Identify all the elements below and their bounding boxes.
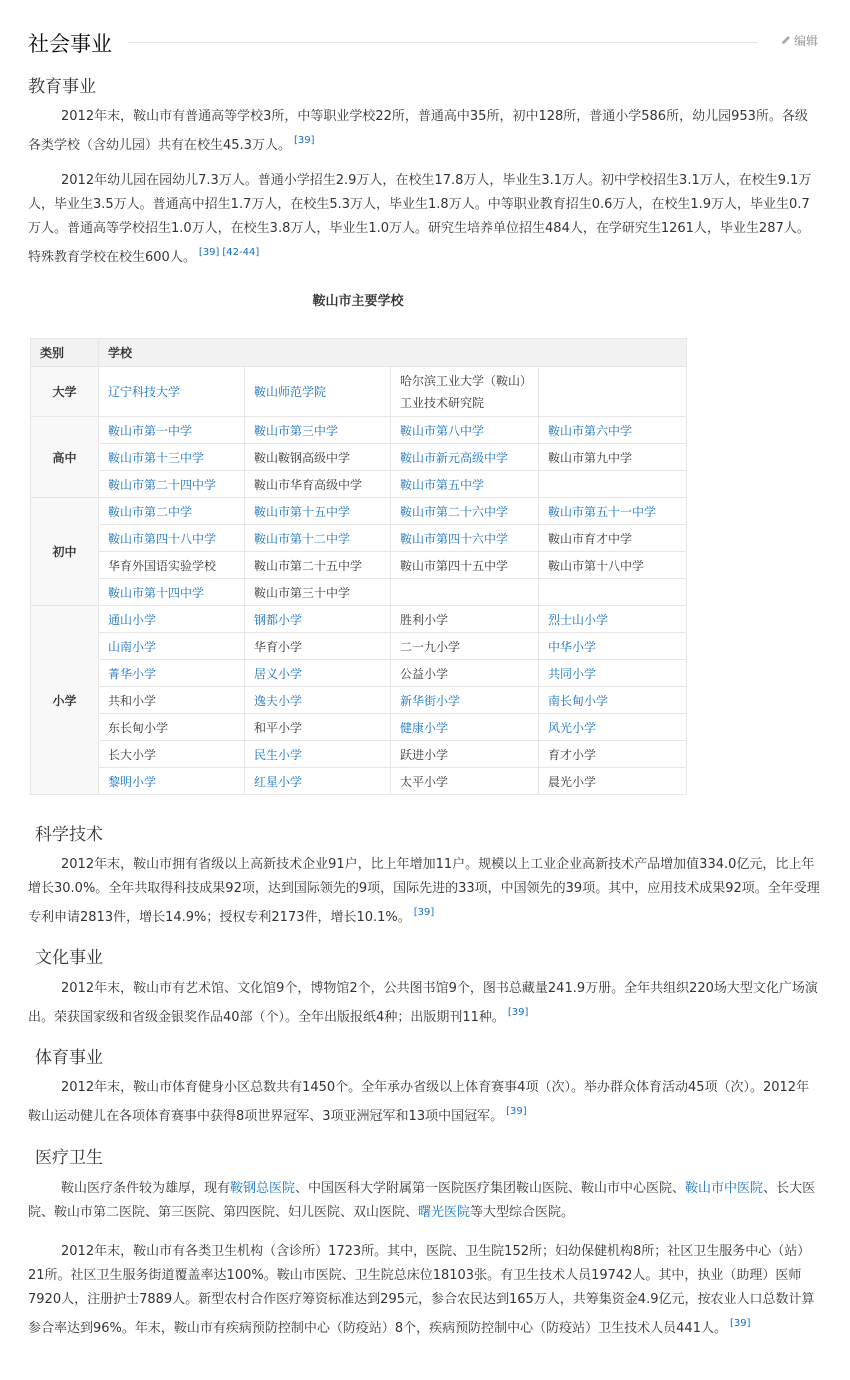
school-cell [245, 660, 391, 687]
school-cell [245, 471, 391, 498]
school-cell [391, 579, 539, 606]
medical-paragraph-2 [28, 1240, 820, 1341]
medical-text: 、中国医科大学附属第一医院医疗集团鞍山医院、鞍山市中心医院、 [295, 1181, 686, 1196]
table-header-category: 类别 [31, 339, 99, 367]
school-cell [245, 714, 391, 741]
school-cell [391, 687, 539, 714]
school-name: 鞍山市华育高级中学 [254, 477, 363, 492]
category-cell: 高中 [31, 417, 99, 498]
table-row [31, 444, 687, 471]
school-cell [99, 417, 245, 444]
heading-science: 科学技术 [35, 825, 103, 845]
school-cell [245, 606, 391, 633]
school-link[interactable]: 鞍山市第十四中学 [108, 585, 205, 600]
ref-link[interactable]: [39] [413, 907, 435, 918]
school-cell [99, 498, 245, 525]
school-cell [539, 660, 687, 687]
school-link[interactable]: 鞍山市第四十六中学 [400, 531, 509, 546]
school-link[interactable]: 鞍山市第十五中学 [254, 504, 351, 519]
hospital-link-shuguang[interactable]: 曙光医院 [418, 1205, 471, 1220]
school-link[interactable]: 烈士山小学 [548, 612, 609, 627]
school-cell [539, 687, 687, 714]
school-name: 鞍山市第十八中学 [548, 558, 645, 573]
school-cell [99, 444, 245, 471]
education-paragraph-2 [28, 169, 820, 270]
education-p2-text: 2012年幼儿园在园幼儿7.3万人。普通小学招生2.9万人，在校生17.8万人，毕业生3.1万人。初中学校招生3.1万人，在校生9.1万人，毕业生3.5万人。普通高中招生1.7万人，在校生5.3万人，毕业生1.8万人。中等职业教育招生0.6万人，在校生1.9万人，毕业生0.7万人。普通高等学校招生1.0万人，在校生3.8万人，毕业生1.0万人。研究生培养单位招生484人，在学研究生1261人，毕业生287人。特殊教育学校在校生600人。 [28, 173, 812, 265]
school-cell [99, 633, 245, 660]
school-link[interactable]: 鞍山市新元高级中学 [400, 450, 509, 465]
school-cell [539, 606, 687, 633]
school-cell [391, 633, 539, 660]
school-name: 太平小学 [400, 774, 449, 789]
school-cell [245, 579, 391, 606]
school-cell [539, 633, 687, 660]
science-text: 2012年末，鞍山市拥有省级以上高新技术企业91户，比上年增加11户。规模以上工业企业高新技术产品增加值334.0亿元，比上年增长30.0%。全年共取得科技成果92项，达到国际领先的9项，国际先进的33项，中国领先的39项。其中，应用技术成果92项。全年受理专利申请2813件，增长14.9%；授权专利2173件，增长10.1%。 [28, 857, 820, 925]
ref-link[interactable]: [39] [729, 1318, 751, 1329]
sports-text: 2012年末，鞍山市体育健身小区总数共有1450个。全年承办省级以上体育赛事4项（次）。举办群众体育活动45项（次）。2012年鞍山运动健儿在各项体育赛事中获得8项世界冠军、3项亚洲冠军和13项中国冠军。 [28, 1080, 810, 1124]
school-cell [391, 741, 539, 768]
school-name: 鞍山市育才中学 [548, 531, 633, 546]
school-cell [245, 552, 391, 579]
school-cell [539, 552, 687, 579]
school-cell [99, 741, 245, 768]
table-row [31, 471, 687, 498]
ref-link[interactable]: [39] [293, 135, 315, 146]
school-link[interactable]: 新华街小学 [400, 693, 461, 708]
pencil-icon [780, 34, 792, 46]
school-cell [391, 606, 539, 633]
school-link[interactable]: 鞍山市第二十四中学 [108, 477, 217, 492]
school-name: 跃进小学 [400, 747, 449, 762]
edit-link[interactable] [780, 32, 818, 49]
table-row [31, 633, 687, 660]
school-cell [539, 498, 687, 525]
school-link[interactable]: 红星小学 [254, 774, 303, 789]
school-name: 晨光小学 [548, 774, 597, 789]
school-cell [99, 471, 245, 498]
school-name: 共和小学 [108, 693, 157, 708]
school-cell [539, 471, 687, 498]
school-link[interactable]: 鞍山市第二中学 [108, 504, 193, 519]
school-link[interactable]: 鞍山市第五中学 [400, 477, 485, 492]
table-row [31, 579, 687, 606]
school-link[interactable]: 鞍山市第二十六中学 [400, 504, 509, 519]
school-cell [391, 525, 539, 552]
heading-culture: 文化事业 [35, 948, 103, 968]
school-cell [245, 417, 391, 444]
school-cell [99, 660, 245, 687]
school-name: 华育外国语实验学校 [108, 558, 217, 573]
school-link[interactable]: 鞍山市第十三中学 [108, 450, 205, 465]
school-cell [245, 741, 391, 768]
school-cell [99, 367, 245, 417]
school-cell [539, 367, 687, 417]
culture-text: 2012年末，鞍山市有艺术馆、文化馆9个，博物馆2个，公共图书馆9个，图书总藏量241.9万册。全年共组织220场大型文化广场演出。荣获国家级和省级金银奖作品40部（个）。全年出版报纸4种；出版期刊11种。 [28, 981, 818, 1025]
education-p1-text: 2012年末，鞍山市有普通高等学校3所，中等职业学校22所，普通高中35所，初中128所，普通小学586所，幼儿园953所。各级各类学校（含幼儿园）共有在校生45.3万人。 [28, 109, 808, 153]
table-row [31, 367, 687, 417]
school-link[interactable]: 通山小学 [108, 612, 157, 627]
school-cell [539, 714, 687, 741]
table-row [31, 687, 687, 714]
school-name: 鞍山市第三十中学 [254, 585, 351, 600]
school-link[interactable]: 逸夫小学 [254, 693, 303, 708]
table-header-schools: 学校 [99, 339, 687, 367]
school-cell [391, 552, 539, 579]
school-link[interactable]: 鞍山市第五十一中学 [548, 504, 657, 519]
school-link[interactable]: 辽宁科技大学 [108, 384, 181, 399]
school-cell [99, 714, 245, 741]
school-cell [391, 498, 539, 525]
school-cell [391, 768, 539, 795]
school-cell [391, 471, 539, 498]
school-link[interactable]: 黎明小学 [108, 774, 157, 789]
school-link[interactable]: 菁华小学 [108, 666, 157, 681]
science-paragraph [28, 853, 820, 930]
table-row [31, 606, 687, 633]
school-link[interactable]: 鞍山市第十二中学 [254, 531, 351, 546]
school-name: 东长甸小学 [108, 720, 169, 735]
school-cell [245, 633, 391, 660]
category-cell: 初中 [31, 498, 99, 606]
school-link[interactable]: 鞍山市第六中学 [548, 423, 633, 438]
school-link[interactable]: 鞍山市第八中学 [400, 423, 485, 438]
education-paragraph-1 [28, 105, 820, 158]
heading-sports: 体育事业 [35, 1048, 103, 1068]
school-link[interactable]: 鞍山市第一中学 [108, 423, 193, 438]
school-cell [245, 367, 391, 417]
table-row [31, 525, 687, 552]
schools-table [30, 338, 687, 795]
ref-link[interactable]: [39] [507, 1007, 529, 1018]
school-cell [245, 687, 391, 714]
school-cell [99, 768, 245, 795]
school-cell [539, 444, 687, 471]
edit-label: 编辑 [793, 34, 818, 48]
medical-text: 等大型综合医院。 [470, 1205, 575, 1220]
table-row [31, 417, 687, 444]
school-name: 哈尔滨工业大学（鞍山）工业技术研究院 [400, 373, 527, 410]
school-link[interactable]: 鞍山师范学院 [254, 384, 327, 399]
school-cell [539, 741, 687, 768]
ref-link[interactable]: [39] [198, 247, 220, 258]
school-name: 二一九小学 [400, 639, 461, 654]
school-name: 鞍山市第九中学 [548, 450, 633, 465]
ref-link[interactable]: [42-44] [222, 247, 260, 258]
school-name: 鞍山市第四十五中学 [400, 558, 509, 573]
school-link[interactable]: 中华小学 [548, 639, 597, 654]
heading-education: 教育事业 [28, 77, 96, 97]
category-cell: 大学 [31, 367, 99, 417]
table-caption: 鞍山市主要学校 [312, 294, 404, 309]
heading-medical: 医疗卫生 [35, 1148, 103, 1168]
medical-p2-text: 2012年末，鞍山市有各类卫生机构（含诊所）1723所。其中，医院、卫生院152所；妇幼保健机构8所；社区卫生服务中心（站）21所。社区卫生服务街道覆盖率达100%。鞍山市医院、卫生院总床位18103张。有卫生技术人员19742人。其中，执业（助理）医师7920人，注册护士7889人。新型农村合作医疗筹资标准达到295元，参合农民达到165万人，共筹集资金4.9亿元，按农业人口总数计算参合率达到96%。年末，鞍山市有疾病预防控制中心（防疫站）8个，疾病预防控制中心（防疫站）卫生技术人员441人。 [28, 1244, 815, 1336]
school-name: 鞍山市第二十五中学 [254, 558, 363, 573]
school-cell [99, 525, 245, 552]
school-link[interactable]: 居义小学 [254, 666, 303, 681]
school-cell [245, 498, 391, 525]
school-link[interactable]: 民生小学 [254, 747, 303, 762]
school-link[interactable]: 南长甸小学 [548, 693, 609, 708]
school-cell [99, 579, 245, 606]
medical-text: 、长大医院、鞍山市第二医院、第三医院、第四医院、妇儿医院、双山医院、 [28, 1181, 816, 1220]
culture-paragraph [28, 977, 820, 1030]
school-cell [391, 417, 539, 444]
hospital-link-tcm[interactable]: 鞍山市中医院 [685, 1181, 764, 1196]
school-link[interactable]: 山南小学 [108, 639, 157, 654]
table-row [31, 714, 687, 741]
medical-text: 鞍山医疗条件较为雄厚，现有 [61, 1181, 231, 1196]
school-link[interactable]: 健康小学 [400, 720, 449, 735]
school-name: 育才小学 [548, 747, 597, 762]
school-cell [99, 606, 245, 633]
school-cell [391, 714, 539, 741]
table-row [31, 660, 687, 687]
table-row [31, 768, 687, 795]
section-title: 社会事业 [28, 28, 120, 58]
ref-link[interactable]: [39] [506, 1106, 527, 1117]
school-name: 鞍山鞍钢高级中学 [254, 450, 351, 465]
school-name: 华育小学 [254, 639, 303, 654]
school-cell [539, 579, 687, 606]
school-link[interactable]: 钢都小学 [254, 612, 303, 627]
school-cell [99, 687, 245, 714]
school-cell [539, 768, 687, 795]
school-cell [245, 525, 391, 552]
school-cell [391, 660, 539, 687]
section-header [28, 28, 818, 56]
hospital-link-angang[interactable]: 鞍钢总医院 [230, 1181, 296, 1196]
school-cell [391, 367, 539, 417]
table-row [31, 552, 687, 579]
sports-paragraph [28, 1076, 820, 1129]
school-link[interactable]: 鞍山市第四十八中学 [108, 531, 217, 546]
section-divider [128, 42, 758, 43]
school-cell [539, 525, 687, 552]
category-cell: 小学 [31, 606, 99, 795]
school-cell [99, 552, 245, 579]
table-row [31, 741, 687, 768]
school-link[interactable]: 风光小学 [548, 720, 597, 735]
school-cell [245, 444, 391, 471]
table-row [31, 498, 687, 525]
school-name: 和平小学 [254, 720, 303, 735]
school-name: 长大小学 [108, 747, 157, 762]
school-cell [245, 768, 391, 795]
school-cell [539, 417, 687, 444]
school-link[interactable]: 鞍山市第三中学 [254, 423, 339, 438]
medical-paragraph-1 [28, 1177, 820, 1225]
school-name: 公益小学 [400, 666, 449, 681]
school-name: 胜利小学 [400, 612, 449, 627]
school-cell [391, 444, 539, 471]
school-link[interactable]: 共同小学 [548, 666, 597, 681]
